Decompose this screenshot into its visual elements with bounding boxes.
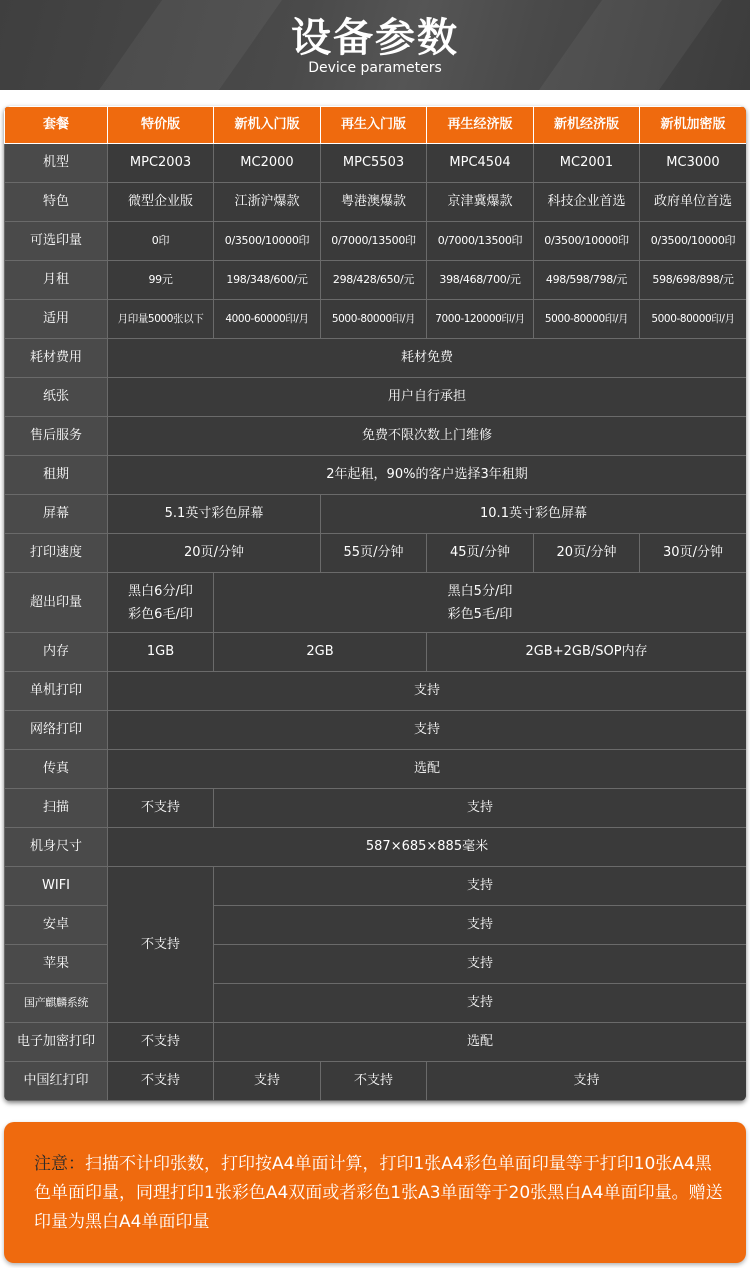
table-cell: 7000-120000印/月 xyxy=(427,300,534,339)
table-cell: 2年起租，90%的客户选择3年租期 xyxy=(108,456,747,495)
table-row xyxy=(5,633,747,672)
row-label: 月租 xyxy=(5,261,108,300)
row-label: 安卓 xyxy=(5,906,108,945)
row-label: 打印速度 xyxy=(5,534,108,573)
table-cell: 支持 xyxy=(214,789,747,828)
table-cell: 398/468/700/元 xyxy=(427,261,534,300)
table-cell: MC2000 xyxy=(214,144,321,183)
table-cell: 20页/分钟 xyxy=(534,534,640,573)
column-header: 套餐 xyxy=(5,107,108,144)
note-label: 注意： xyxy=(34,1154,85,1174)
table-cell xyxy=(214,573,747,633)
table-row xyxy=(5,711,747,750)
table-cell: 498/598/798/元 xyxy=(534,261,640,300)
column-header: 新机入门版 xyxy=(214,107,321,144)
table-row xyxy=(5,144,747,183)
column-header: 再生经济版 xyxy=(427,107,534,144)
table-row xyxy=(5,456,747,495)
table-cell: 江浙沪爆款 xyxy=(214,183,321,222)
parameters-table xyxy=(4,106,746,1101)
row-label: 纸张 xyxy=(5,378,108,417)
table-cell: 10.1英寸彩色屏幕 xyxy=(321,495,747,534)
table-cell: 1GB xyxy=(108,633,214,672)
table-cell: 5000-80000印/月 xyxy=(534,300,640,339)
table-cell: 京津冀爆款 xyxy=(427,183,534,222)
table-cell: 选配 xyxy=(214,1023,747,1062)
column-header: 新机加密版 xyxy=(640,107,747,144)
row-label: 适用 xyxy=(5,300,108,339)
row-label: 扫描 xyxy=(5,789,108,828)
table-cell: 0/3500/10000印 xyxy=(534,222,640,261)
table-row xyxy=(5,573,747,633)
table-row xyxy=(5,261,747,300)
page-header xyxy=(0,0,750,90)
table-cell: MC3000 xyxy=(640,144,747,183)
row-label: 屏幕 xyxy=(5,495,108,534)
table-cell: 不支持 xyxy=(108,789,214,828)
table-cell: 2GB+2GB/SOP内存 xyxy=(427,633,747,672)
row-label: 内存 xyxy=(5,633,108,672)
table-cell: 科技企业首选 xyxy=(534,183,640,222)
table-cell: 微型企业版 xyxy=(108,183,214,222)
table-cell: 月印量5000张以下 xyxy=(108,300,214,339)
table-cell: MPC4504 xyxy=(427,144,534,183)
row-label: 可选印量 xyxy=(5,222,108,261)
table-cell: 0/3500/10000印 xyxy=(640,222,747,261)
table-row xyxy=(5,867,747,906)
row-label: 机型 xyxy=(5,144,108,183)
table-row xyxy=(5,300,747,339)
table-row xyxy=(5,534,747,573)
table-cell: 不支持 xyxy=(108,1062,214,1101)
table-cell: MPC2003 xyxy=(108,144,214,183)
table-cell: 55页/分钟 xyxy=(321,534,427,573)
table-row xyxy=(5,828,747,867)
table-cell: 粤港澳爆款 xyxy=(321,183,427,222)
table-cell: 0/7000/13500印 xyxy=(321,222,427,261)
table-cell: 4000-60000印/月 xyxy=(214,300,321,339)
table-cell: 支持 xyxy=(427,1062,747,1101)
row-label: 国产麒麟系统 xyxy=(5,984,108,1023)
cell-line: 彩色6毛/印 xyxy=(128,606,193,622)
table-row xyxy=(5,672,747,711)
table-cell: 支持 xyxy=(214,1062,321,1101)
table-cell: 598/698/898/元 xyxy=(640,261,747,300)
table-row xyxy=(5,1062,747,1101)
table-row xyxy=(5,339,747,378)
column-header: 新机经济版 xyxy=(534,107,640,144)
table-cell: 支持 xyxy=(214,867,747,906)
row-label: 售后服务 xyxy=(5,417,108,456)
table-cell: 45页/分钟 xyxy=(427,534,534,573)
table-cell: 政府单位首选 xyxy=(640,183,747,222)
table-cell: 支持 xyxy=(214,906,747,945)
table-cell: 5000-80000印/月 xyxy=(640,300,747,339)
row-label: 机身尺寸 xyxy=(5,828,108,867)
table-cell: 支持 xyxy=(214,945,747,984)
table-row xyxy=(5,1023,747,1062)
parameters-table-container xyxy=(4,106,746,1101)
table-row xyxy=(5,417,747,456)
table-cell: MC2001 xyxy=(534,144,640,183)
table-cell: 5.1英寸彩色屏幕 xyxy=(108,495,321,534)
table-cell: 免费不限次数上门维修 xyxy=(108,417,747,456)
table-cell: 支持 xyxy=(108,711,747,750)
row-label: WIFI xyxy=(5,867,108,906)
table-cell: 30页/分钟 xyxy=(640,534,747,573)
table-cell: 587×685×885毫米 xyxy=(108,828,747,867)
table-cell: 20页/分钟 xyxy=(108,534,321,573)
table-cell: 不支持 xyxy=(108,867,214,1023)
page-subtitle: Device parameters xyxy=(308,60,442,76)
row-label: 租期 xyxy=(5,456,108,495)
cell-line: 黑白6分/印 xyxy=(128,583,193,599)
table-cell: MPC5503 xyxy=(321,144,427,183)
table-cell: 选配 xyxy=(108,750,747,789)
table-cell: 耗材免费 xyxy=(108,339,747,378)
row-label: 电子加密打印 xyxy=(5,1023,108,1062)
table-cell: 不支持 xyxy=(108,1023,214,1062)
row-label: 耗材费用 xyxy=(5,339,108,378)
table-row xyxy=(5,222,747,261)
row-label: 网络打印 xyxy=(5,711,108,750)
table-cell: 5000-80000印/月 xyxy=(321,300,427,339)
table-cell: 99元 xyxy=(108,261,214,300)
table-header-row xyxy=(5,107,747,144)
column-header: 再生入门版 xyxy=(321,107,427,144)
cell-line: 黑白5分/印 xyxy=(447,583,513,599)
page-title: 设备参数 xyxy=(291,15,459,61)
table-cell: 支持 xyxy=(108,672,747,711)
row-label: 特色 xyxy=(5,183,108,222)
row-label: 苹果 xyxy=(5,945,108,984)
row-label: 中国红打印 xyxy=(5,1062,108,1101)
column-header: 特价版 xyxy=(108,107,214,144)
table-cell: 支持 xyxy=(214,984,747,1023)
row-label: 单机打印 xyxy=(5,672,108,711)
table-row xyxy=(5,378,747,417)
table-cell: 0/7000/13500印 xyxy=(427,222,534,261)
table-cell: 不支持 xyxy=(321,1062,427,1101)
table-row xyxy=(5,495,747,534)
note-box xyxy=(4,1122,746,1263)
row-label: 超出印量 xyxy=(5,573,108,633)
table-cell: 298/428/650/元 xyxy=(321,261,427,300)
table-cell: 2GB xyxy=(214,633,427,672)
table-cell: 198/348/600/元 xyxy=(214,261,321,300)
table-row xyxy=(5,183,747,222)
cell-line: 彩色5毛/印 xyxy=(447,606,513,622)
table-cell xyxy=(108,573,214,633)
table-row xyxy=(5,789,747,828)
table-cell: 0/3500/10000印 xyxy=(214,222,321,261)
note-text xyxy=(34,1150,724,1237)
table-row xyxy=(5,750,747,789)
row-label: 传真 xyxy=(5,750,108,789)
note-body: 扫描不计印张数，打印按A4单面计算，打印1张A4彩色单面印量等于打印10张A4黑色单面印量，同理打印1张彩色A4双面或者彩色1张A3单面等于20张黑白A4单面印量。赠送印量为黑白A4单面印量 xyxy=(34,1154,723,1232)
table-cell: 0印 xyxy=(108,222,214,261)
table-cell: 用户自行承担 xyxy=(108,378,747,417)
